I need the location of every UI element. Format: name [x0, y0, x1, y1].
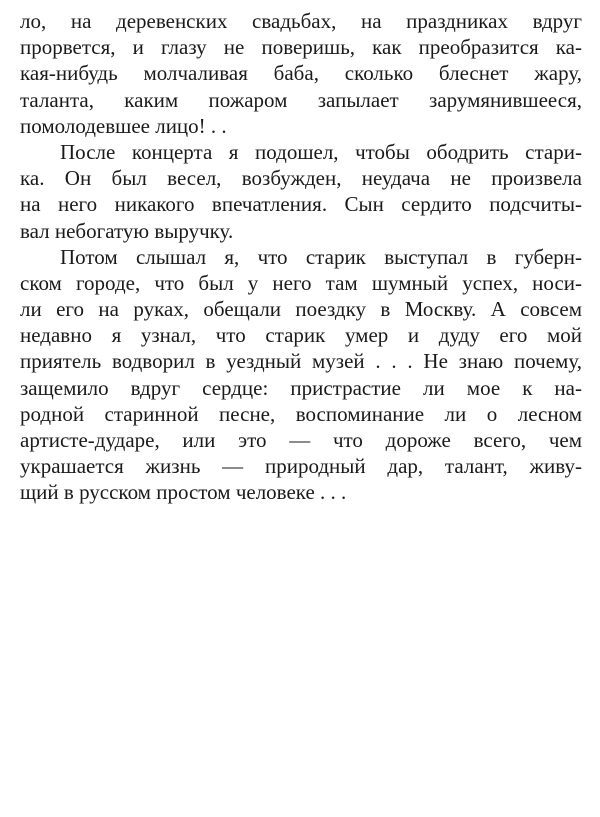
text-line: помолодевшее лицо! . .: [20, 113, 227, 138]
text-line: ка. Он был весел, возбужден, неудача не произвела: [20, 166, 582, 191]
text-line: ло, на деревенских свадьбах, на праздниках вдруг: [20, 9, 582, 33]
text-line: защемило вдруг сердце: пристрастие ли мое к на-: [20, 375, 582, 400]
text-line: Потом слышал я, что старик выступал в губерн-: [60, 244, 582, 269]
text-line: вал небогатую выручку.: [20, 218, 234, 243]
text-line: приятель водворил в уездный музей . . . Не знаю почему,: [20, 349, 582, 374]
text-line: родной старинной песне, воспоминание ли о лесном: [20, 401, 582, 426]
paragraph-continuation: [20, 8, 582, 139]
paragraph-after-concert: [20, 139, 582, 244]
text-line: После концерта я подошел, чтобы ободрить стари-: [60, 139, 582, 164]
text-line: ском городе, что был у него там шумный успех, носи-: [20, 270, 582, 295]
paragraph-later-news: [20, 244, 582, 506]
text-line: кая-нибудь молчаливая баба, сколько блеснет жару,: [20, 61, 582, 86]
text-line: таланта, каким пожаром запылает зарумянившееся,: [20, 87, 582, 112]
text-line: ли его на руках, обещали поездку в Москву. А совсем: [20, 297, 582, 322]
text-line: артисте-дударе, или это — что дороже всего, чем: [20, 428, 582, 452]
text-line: на него никакого впечатления. Сын сердито подсчиты-: [20, 192, 582, 217]
text-line: прорвется, и глазу не поверишь, как преобразится ка-: [20, 35, 582, 60]
body-text: [20, 8, 582, 506]
text-line: недавно я узнал, что старик умер и дуду его мой: [20, 323, 582, 348]
text-line: украшается жизнь — природный дар, талант, живу-: [20, 454, 582, 479]
text-line: щий в русском простом человеке . . .: [20, 480, 347, 505]
